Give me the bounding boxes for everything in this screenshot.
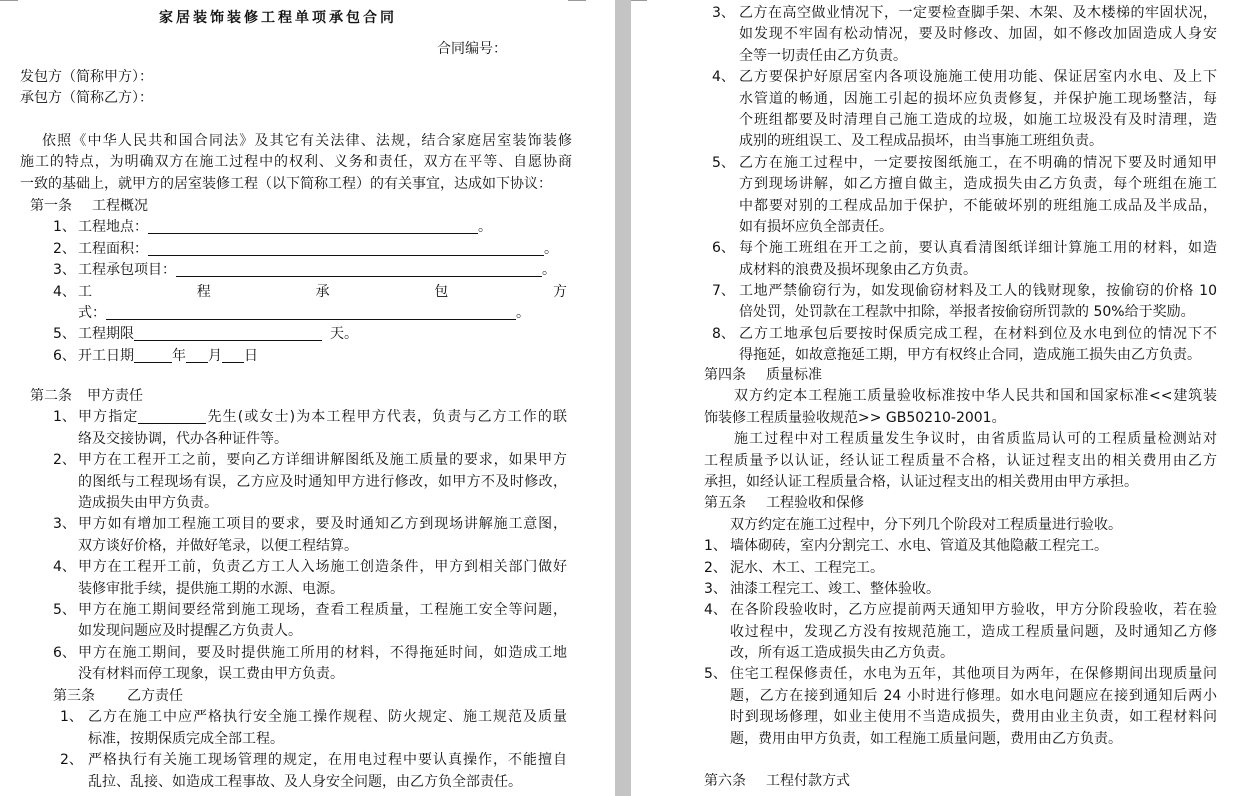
item-list: [712, 3, 1217, 367]
start-month-blank[interactable]: [186, 347, 208, 363]
text-line: 工地严禁偷窃行为，如发现偷窃材料及工人的钱财现象，按偷窃的价格 10: [739, 283, 1217, 300]
contract-method-blank[interactable]: [106, 304, 516, 320]
article-4: [704, 365, 1217, 750]
item-number: 2、: [704, 559, 727, 576]
article-number: 第六条: [704, 773, 746, 789]
item-text: [739, 281, 1217, 324]
item-text: [78, 600, 567, 643]
list-item: [30, 707, 570, 750]
text-line: 如发现不牢固有松动情况，要及时修改、加固，如不修改加固造成人身安: [739, 26, 1217, 43]
item-number: 6、: [53, 347, 76, 364]
article-number: 第二条: [30, 388, 72, 404]
field-duration: [30, 324, 570, 345]
text-line: 墙体砌砖，室内分割完工、水电、管道及其他隐蔽工程完工。: [730, 538, 1108, 555]
item-text: [78, 514, 567, 557]
article-3-continued: [712, 3, 1217, 367]
item-number: 8、: [712, 325, 735, 342]
item-number: 1、: [53, 409, 76, 426]
crop-mark: [631, 0, 647, 1]
text-line: 题，乙方在接到通知后 24 小时进行修理。如水电问题应在接到通知后两小: [730, 687, 1217, 704]
item-number: 3、: [53, 516, 76, 533]
document-page-right: [631, 0, 1235, 796]
duration-blank[interactable]: [134, 325, 322, 341]
field-tail: 。: [478, 219, 492, 236]
item-number: 2、: [53, 240, 76, 257]
field-label-char: 程: [196, 283, 211, 300]
project-area-blank[interactable]: [148, 240, 544, 256]
item-text: [730, 600, 1217, 664]
crop-mark: [0, 0, 18, 1]
field-project-location: [30, 217, 570, 238]
item-text: [739, 324, 1217, 367]
item-text: [730, 579, 1217, 600]
item-number: 5、: [712, 154, 735, 171]
list-item: [30, 600, 570, 643]
article-number: 第一条: [30, 198, 72, 214]
list-item: [704, 558, 1217, 579]
field-tail: 。: [544, 240, 558, 257]
text-line: 依照《中华人民共和国合同法》及其它有关法律、法规，结合家庭居室装饰装修: [42, 133, 572, 149]
list-item: [30, 407, 570, 450]
field-tail: 。: [516, 304, 530, 321]
item-text: [730, 536, 1217, 557]
text-line: 装修审批手续，提供施工期的水源、电源。: [78, 580, 344, 597]
start-year-blank[interactable]: [134, 347, 172, 363]
field-label: 工程地点：: [78, 219, 148, 236]
text-line: 先生(或女士)为本工程甲方代表，负责与乙方工作的联: [206, 409, 567, 426]
article-heading: [704, 771, 1217, 792]
item-number: 2、: [60, 752, 83, 769]
item-number: 4、: [704, 602, 727, 619]
item-text: [78, 450, 567, 514]
text-line: 水管道的畅通，因施工引起的损坏应负责修复，并保护施工现场整洁，每: [739, 90, 1217, 107]
list-item: [704, 600, 1217, 664]
item-text: [739, 238, 1217, 281]
list-item: [704, 536, 1217, 557]
article-heading: [30, 196, 570, 217]
item-text: [78, 557, 567, 600]
field-tail: 。: [542, 262, 556, 279]
text-line: 得拖延，如故意拖延工期，甲方有权终止合同，造成施工损失由乙方负责。: [739, 347, 1201, 364]
text-line: 双方约定本工程施工质量验收标准按中华人民共和国和国家标准<<建筑装: [734, 388, 1217, 405]
field-start-date: [30, 346, 570, 367]
list-item: [704, 664, 1217, 750]
list-item: [30, 643, 570, 686]
field-label: 工程承包项目：: [78, 262, 176, 279]
item-list: [704, 536, 1217, 750]
article-title: 质量标准: [766, 367, 822, 383]
text-line: 住宅工程保修责任，水电为五年，其他项目为两年，在保修期间出现质量问: [730, 666, 1217, 683]
article-heading: [704, 493, 1217, 514]
text-line: 乙方工地承包后要按时保质完成工程，在材料到位及水电到位的情况下不: [739, 325, 1217, 342]
item-number: 4、: [53, 283, 76, 300]
field-label-char: 方: [553, 283, 567, 300]
text-line: 工程质量予以认证，经认证工程质量不合格，认证过程支出的相关费用由乙方: [704, 452, 1217, 469]
item-number: 1、: [704, 538, 727, 555]
text-line: 时到现场修理，如业主使用不当造成损失，费用由业主负责，如工程材料问: [730, 709, 1217, 726]
text-line: 络及交接协调，代办各种证件等。: [78, 430, 288, 447]
text-line: 严格执行有关施工现场管理的规定，在用电过程中要认真操作，不能擅自: [88, 752, 567, 769]
item-number: 5、: [53, 326, 76, 343]
list-item: [712, 67, 1217, 153]
paragraph: [704, 386, 1217, 429]
article-heading: [704, 365, 1217, 386]
item-text: [730, 558, 1217, 579]
field-contract-method-cont: [30, 303, 570, 324]
item-list: [30, 707, 570, 793]
article-2: [30, 386, 570, 685]
day-label: 日: [244, 347, 258, 364]
contract-items-blank[interactable]: [176, 261, 542, 277]
item-number: 5、: [53, 601, 76, 618]
text-line: 乙方要保护好原居室内各项设施施工使用功能、保证居室内水电、及上下: [739, 69, 1217, 86]
contract-number-label: 合同编号：: [437, 41, 507, 57]
item-number: 6、: [53, 644, 76, 661]
paragraph: [704, 429, 1217, 493]
article-heading: [30, 386, 570, 407]
list-item: [712, 281, 1217, 324]
text-line: 个班组都要及时清理自己施工造成的垃圾，如施工垃圾没有及时清理，造: [739, 111, 1217, 128]
item-number: 3、: [704, 580, 727, 597]
field-tail: 天。: [330, 326, 358, 343]
document-page-left: [0, 0, 615, 796]
text-line: 甲方如有增加工程施工项目的要求，要及时通知乙方到现场讲解施工意图，: [78, 516, 567, 533]
article-title: 工程概况: [92, 198, 148, 214]
text-line: 乙方在高空做业情况下，一定要检查脚手架、木架、及木楼梯的牢固状况，: [739, 5, 1217, 21]
text-line: 在各阶段验收时，乙方应提前两天通知甲方验收，甲方分阶段验收，若在验: [730, 602, 1217, 619]
item-number: 4、: [712, 69, 735, 86]
document-title: 家居装饰装修工程单项承包合同: [159, 10, 397, 26]
item-number: 3、: [712, 5, 735, 21]
text-line: 施工过程中对工程质量发生争议时，由省质监局认可的工程质量检测站对: [734, 431, 1217, 448]
text-line: 乱拉、乱接、如造成工程事故、及人身安全问题，由乙方负全部责任。: [88, 773, 522, 790]
paragraph: [20, 131, 572, 195]
text-line: 甲方在施工期间，要及时提供施工所用的材料，不得拖延时间，如造成工地: [78, 644, 567, 661]
item-number: 7、: [712, 283, 735, 300]
article-number: 第三条: [53, 688, 95, 704]
item-text: [78, 643, 567, 686]
list-item: [30, 450, 570, 514]
article-number: 第五条: [704, 495, 746, 512]
text-line: 甲方在工程开工之前，要向乙方详细讲解图纸及施工质量的要求，如果甲方: [78, 452, 567, 469]
parties: [20, 67, 153, 110]
text-line: 改，所有返工造成损失由乙方负责。: [730, 645, 954, 662]
list-item: [712, 238, 1217, 281]
item-list: [30, 450, 570, 685]
item-text: [739, 3, 1217, 67]
article-title: 工程验收和保修: [766, 495, 864, 512]
text-line: 甲方在施工期间要经常到施工现场，查看工程质量，工程施工安全等问题，: [78, 601, 567, 618]
item-text: [739, 67, 1217, 153]
representative-name-blank[interactable]: [138, 408, 206, 424]
field-label: 工程期限: [78, 326, 134, 343]
party-b-label: 承包方（简称乙方）：: [20, 90, 153, 107]
crop-mark: [568, 0, 586, 1]
article-heading: [30, 686, 570, 707]
item-text: [730, 664, 1217, 750]
item-number: 5、: [704, 666, 727, 683]
article-title: 乙方责任: [127, 688, 183, 704]
year-label: 年: [172, 347, 186, 364]
list-item: [30, 557, 570, 600]
text-line: 中都要对别的工程成品加于保护，不能破坏别的班组施工成品及半成品，: [739, 197, 1217, 214]
list-item: [30, 750, 570, 793]
text-line: 倍处罚，处罚款在工程款中扣除，举报者按偷窃所罚款的 50%给于奖励。: [739, 304, 1195, 321]
text-line: 甲方在工程开工前，负责乙方工人入场施工创造条件，甲方到相关部门做好: [78, 559, 567, 576]
text-line: 如发现问题应及时提醒乙方负责人。: [78, 623, 302, 640]
text-line: 饰装修工程质量验收规范>> GB50210-2001。: [704, 409, 1006, 426]
text-line: 泥水、木工、工程完工。: [730, 559, 884, 576]
text-line: 一致的基础上，就甲方的居室装修工程（以下简称工程）的有关事宜，达成如下协议：: [20, 175, 552, 192]
text-line: 甲方指定: [78, 409, 139, 426]
item-number: 1、: [53, 219, 76, 236]
text-line: 题，费用由甲方负责，如工程施工质量问题，费用由乙方负责。: [730, 730, 1122, 747]
field-contract-method: [30, 282, 570, 303]
text-line: 每个施工班组在开工之前，要认真看清图纸详细计算施工用的材料，如造: [739, 240, 1217, 257]
article-1: [30, 196, 570, 367]
list-item: [712, 153, 1217, 239]
article-number: 第四条: [704, 367, 746, 383]
article-6: [704, 771, 1217, 792]
project-location-blank[interactable]: [148, 218, 478, 234]
text-line: 乙方在施工过程中，一定要按图纸施工，在不明确的情况下要及时通知甲: [739, 154, 1217, 171]
field-label-char: 包: [434, 283, 449, 300]
text-line: 成别的班组误工、及工程成品损坏，由当事施工班组负责。: [739, 133, 1103, 150]
text-line: 没有材料而停工现象，误工费由甲方负责。: [78, 666, 344, 683]
text-line: 承担，如经认证工程质量合格，认证过程支出的相关费用由甲方承担。: [704, 473, 1138, 490]
item-number: 2、: [53, 452, 76, 469]
text-line: 的图纸与工程现场有误，乙方应及时通知甲方进行修改，如甲方不及时修改，: [78, 473, 567, 490]
paragraph: 双方约定在施工过程中，分下列几个阶段对工程质量进行验收。: [730, 516, 1122, 533]
text-line: 标准，按期保质完成全部工程。: [88, 730, 284, 747]
text-line: 乙方在施工中应严格执行安全施工操作规程、防火规定、施工规范及质量: [88, 709, 567, 726]
field-label: 工程面积：: [78, 240, 148, 257]
article-title: 工程付款方式: [766, 773, 850, 789]
field-project-area: [30, 239, 570, 260]
text-line: 油漆工程完工、竣工、整体验收。: [730, 580, 940, 597]
text-line: 方到现场讲解，如乙方擅自做主，造成损失由乙方负责，每个班组在施工: [739, 176, 1217, 193]
intro-paragraph: [20, 131, 572, 195]
text-line: 全等一切责任由乙方负责。: [739, 47, 907, 64]
text-line: 收过程中，发现乙方没有按规范施工，造成工程质量问题，及时通知乙方修: [730, 623, 1217, 640]
list-item: [704, 579, 1217, 600]
field-contract-items: [30, 260, 570, 281]
item-number: 3、: [53, 262, 76, 279]
month-label: 月: [208, 347, 222, 364]
field-label-char: 工: [78, 283, 92, 300]
text-line: 施工的特点，为明确双方在施工过程中的权利、义务和责任，双方在平等、自愿协商: [20, 154, 572, 171]
article-title: 甲方责任: [87, 388, 143, 404]
field-label: 开工日期: [78, 347, 134, 364]
page-gutter: [615, 0, 631, 796]
list-item: [712, 3, 1217, 67]
start-day-blank[interactable]: [222, 347, 244, 363]
article-3: [30, 686, 570, 793]
text-line: 双方谈好价格，并做好笔录，以便工程结算。: [78, 537, 358, 554]
item-text: [88, 750, 567, 793]
party-a-label: 发包方（简称甲方）：: [20, 69, 153, 85]
list-item: [30, 514, 570, 557]
list-item: [712, 324, 1217, 367]
item-text: [739, 153, 1217, 239]
text-line: 造成损失由甲方负责。: [78, 494, 218, 511]
item-number: 4、: [53, 559, 76, 576]
text-line: 成材料的浪费及损坏现象由乙方负责。: [739, 261, 977, 278]
item-number: 1、: [60, 709, 83, 726]
field-label: 式：: [78, 304, 106, 321]
item-text: [88, 707, 567, 750]
field-label-char: 承: [315, 283, 330, 300]
text-line: 如有损坏应负全部责任。: [739, 218, 893, 235]
item-number: 6、: [712, 240, 735, 257]
